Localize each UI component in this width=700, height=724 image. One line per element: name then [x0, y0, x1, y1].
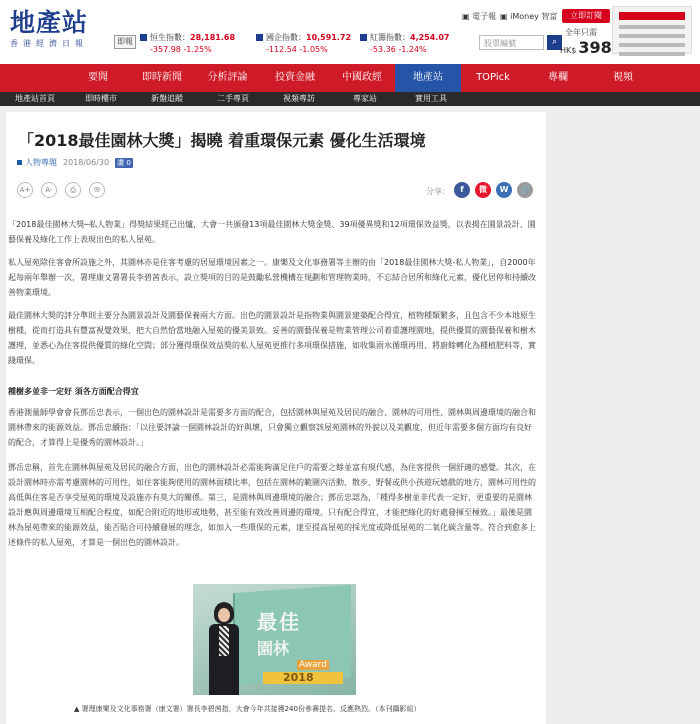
subscribe-button[interactable]: 立即訂閱	[562, 9, 610, 23]
subnav-item-market[interactable]: 即時樓市	[85, 94, 117, 103]
article-body-4	[8, 405, 538, 450]
article-body-3	[8, 308, 538, 368]
backdrop-text: 園林	[257, 639, 290, 658]
index-ticker-hscei[interactable]: 國企指數：10,591.72 -112.54 -1.05%	[256, 32, 351, 56]
article-paragraph: 「2018最佳園林大獎─私人物業」得獎結果經已出爐，大會一共頒發13項最佳園林大獎金獎、39項優異獎和12項環保效益獎，以表揚在園景設計、園藝保養及綠化工作上表現出色的私人屋苑。	[8, 220, 536, 244]
index-value: 28,181.68	[190, 33, 236, 42]
article-paragraph: 鄧岳忠稱，首先在園林與屋苑及居民的融合方面，出色的園林設計必需能夠滿足住戶的需要之餘並富有現代感，為住客提供一個舒適的感覺。其次，在設計園林時亦需考慮園林的可用性，如住客能夠使用的園林面積比率，包括在園林的範圍內活動、散步、野餐或供小孩遊玩嬉戲的地方，園林可用性的高低與住客是否享受屋苑的環境及設施亦有莫大的關係。第三，是園林與周邊環境的融合；鄧岳忠認為，「種得多樹並非代表一定好，更重要的是園林設計應與周邊環境互相配合程度，如配合附近的地形或地勢，甚至能有效改善周邊的環境。只有配合得宜，才能把綠化的好處發揮至極致。」最後是園林為屋苑帶來的能源效益，能否貼合可持續發展的理念，如加入一些環保的元素，達至提高屋苑的採光度或降低屋苑的二氧化碳含量等。符合到愈多上述條件的私人屋苑，才算是一個出色的園林設計。	[8, 463, 536, 547]
index-value: 10,591.72	[306, 33, 352, 42]
backdrop-text: 最佳	[257, 610, 301, 634]
backdrop-text: 2018	[283, 671, 314, 684]
epaper-thumbnail[interactable]	[612, 6, 692, 54]
price-currency: HK$	[560, 46, 577, 55]
imoney-label: iMoney 智富	[510, 12, 558, 21]
nav-item-finance[interactable]: 投資金融	[275, 72, 315, 83]
index-change: -53.36 -1.24%	[370, 45, 427, 54]
nav-item-property[interactable]: 地產站	[395, 64, 461, 92]
nav-item-topick[interactable]: TOPick	[476, 72, 510, 83]
subnav-item-experts[interactable]: 專家站	[353, 94, 377, 103]
tag-marker-icon	[17, 160, 22, 165]
article-paragraph: 最佳園林大獎的評分準則主要分為園景設計及園藝保養兩大方面。出色的園景設計是指物業與園景建築配合得宜，植物種類繁多，且包含不少本地原生樹種，從而打造具有豐富視覺效果、把大自然恰當地融入屋苑的優美景致。妥善的園藝保養是物業管理公司着重護理園地，提供優質的園藝保養和樹木護理，並悉心為住客提供優質的綠化空間；部分獲得環保效益獎的私人屋苑更推行多項環保措施，如收集雨水循環再用、將廚餘轉化為種植肥料等，實踐環保。	[8, 311, 536, 365]
main-nav	[0, 64, 700, 92]
facebook-share-icon[interactable]: f	[454, 182, 470, 198]
print-icon[interactable]: ⎙	[65, 182, 81, 198]
subnav-item-tools[interactable]: 實用工具	[415, 94, 447, 103]
subnav-item-new-projects[interactable]: 新盤追蹤	[151, 94, 183, 103]
whatsapp-share-icon[interactable]: W	[496, 182, 512, 198]
quote-mode-button[interactable]: 即報	[114, 35, 136, 49]
facebook-like-button[interactable]: 讚 0	[117, 158, 131, 167]
subscribe-note: 全年只需	[565, 28, 597, 37]
index-ticker-hsi[interactable]: 恒生指數：28,181.68 -357.98 -1.25%	[140, 32, 235, 56]
article-body-1	[8, 217, 538, 247]
nav-item-china[interactable]: 中國政經	[342, 72, 382, 83]
nav-item-headlines[interactable]: 要聞	[88, 72, 108, 83]
stock-search-input[interactable]: 股票編號	[479, 35, 544, 50]
article-body-5	[8, 460, 538, 550]
site-logo[interactable]	[10, 9, 88, 49]
epaper-label: 電子報	[472, 12, 497, 21]
nav-item-instant-news[interactable]: 即時新聞	[142, 72, 182, 83]
nav-item-columns[interactable]: 專欄	[548, 72, 568, 83]
weibo-share-icon[interactable]: 微	[475, 182, 491, 198]
speaker-figure	[209, 602, 239, 695]
nav-item-video[interactable]: 視頻	[613, 72, 633, 83]
backdrop-text: Award	[299, 660, 327, 670]
index-marker-icon	[256, 34, 263, 41]
article-paragraph: 香港測量師學會會長鄧岳忠表示，一個出色的園林設計是需要多方面的配合，包括園林與屋苑及居民的融合、園林的可用性、園林與周邊環境的融合和園林帶來的能源效益。鄧岳忠續指：「以往要評論一個園林設計的好與壞，只會獨立觀察該屋苑園林的外貌以及美觀度，但近年需要多個方面均有良好的配合，才算得上是優秀的園林設計。」	[8, 408, 536, 447]
article-meta	[17, 157, 133, 168]
article-subheading-wrap	[8, 384, 538, 399]
subscribe-price	[560, 38, 612, 57]
font-increase-button[interactable]: A+	[17, 182, 33, 198]
article-date: 2018/06/30	[63, 158, 110, 167]
index-change: -357.98 -1.25%	[150, 45, 212, 54]
font-decrease-button[interactable]: A-	[41, 182, 57, 198]
imoney-link[interactable]: ▣ iMoney 智富	[500, 12, 558, 21]
property-subnav	[0, 92, 700, 106]
top-header	[0, 0, 700, 64]
index-value: 4,254.07	[410, 33, 450, 42]
logo-title: 地產站	[10, 8, 89, 37]
index-name: 恒生指數	[150, 33, 182, 42]
article-tag[interactable]: 人物專題	[25, 158, 57, 167]
email-icon[interactable]: ✉	[89, 182, 105, 198]
nav-item-analysis[interactable]: 分析評論	[207, 72, 248, 83]
logo-subtitle: 香港經濟日報	[10, 39, 88, 48]
index-name: 紅籌指數	[370, 33, 402, 42]
subnav-item-secondary[interactable]: 二手專頁	[217, 94, 249, 103]
share-label: 分享：	[426, 187, 450, 196]
subnav-item-home[interactable]: 地產站首頁	[15, 94, 55, 103]
article-subheading: 種樹多並非一定好 須各方面配合得宜	[8, 387, 139, 396]
article-body-2	[8, 255, 538, 300]
photo-caption: ▲ 署理康樂及文化事務署（康文署）署長李碧茜指，大會今年共接獲240份參賽提名，反應熱烈。（本刊攝影組）	[74, 705, 421, 713]
copy-link-icon[interactable]: 🔗	[517, 182, 533, 198]
index-ticker-redchip[interactable]: 紅籌指數：4,254.07 -53.36 -1.24%	[360, 32, 449, 56]
price-value: 398	[578, 38, 612, 57]
epaper-link[interactable]: ▣ 電子報	[462, 12, 497, 21]
article-paragraph: 私人屋苑除住客會所設施之外，其園林亦是住客考慮的居屋環境因素之一。康樂及文化事務署等主辦的由「2018最佳園林大獎-私人物業」，自2000年起每兩年舉辦一次，署理康文署署長李碧茜表示，設立獎項的目的是鼓勵私營機構在規劃和管理物業時，不忘結合居所和綠化元素，優化居停和持續改善物業環境。	[8, 258, 536, 297]
article-photo[interactable]	[193, 584, 356, 695]
subnav-item-video[interactable]: 視頻專訪	[283, 94, 315, 103]
index-change: -112.54 -1.05%	[266, 45, 328, 54]
index-marker-icon	[360, 34, 367, 41]
article-title: 「2018最佳園林大獎」揭曉 着重環保元素 優化生活環境	[18, 131, 426, 150]
search-icon[interactable]: ⌕	[547, 35, 562, 50]
index-name: 國企指數	[266, 33, 298, 42]
index-marker-icon	[140, 34, 147, 41]
